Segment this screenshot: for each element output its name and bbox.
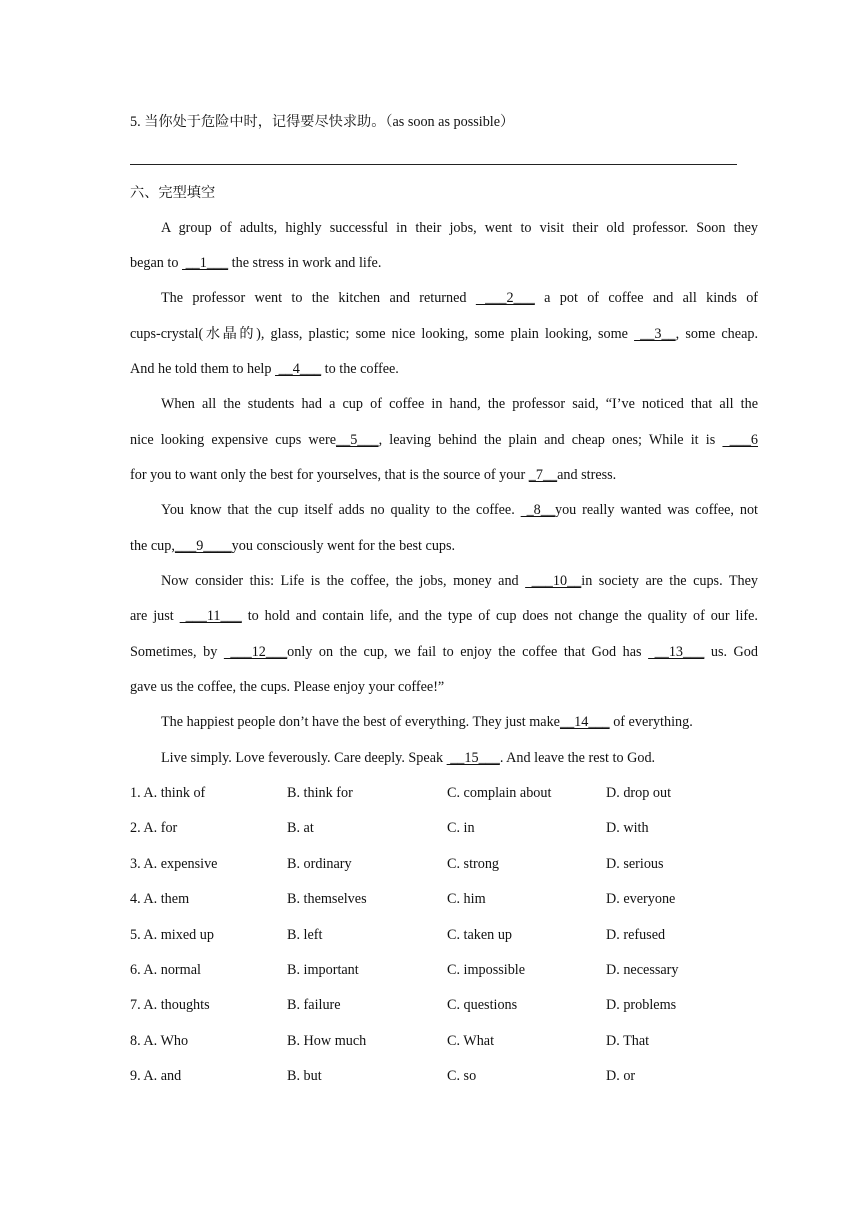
option-a: 6. A. normal <box>130 962 201 978</box>
blank-7: _7__ <box>528 467 558 483</box>
passage-line: When all the students had a cup of coffee in hand, the professor said, “I’ve noticed that all the <box>161 396 758 412</box>
option-c: C. in <box>447 820 475 836</box>
question-5: 5. 当你处于危险中时，记得要尽快求助。（as soon as possible） <box>130 114 515 130</box>
passage-line: cups-crystal(水晶的), glass, plastic; some nice looking, some plain looking, some __3__, some cheap. <box>130 326 759 342</box>
option-a: 3. A. expensive <box>130 856 218 872</box>
passage-line: began to __1___ the stress in work and life. <box>130 255 382 271</box>
passage-line: And he told them to help __4___ to the coffee. <box>130 361 399 377</box>
blank-4: __4___ <box>275 361 322 377</box>
option-a: 5. A. mixed up <box>130 927 214 943</box>
option-d: D. with <box>606 820 649 836</box>
passage-line: the cup,___9____you consciously went for the best cups. <box>130 538 456 554</box>
option-c: C. taken up <box>447 927 513 943</box>
option-d: D. everyone <box>606 891 676 907</box>
passage-line: The professor went to the kitchen and returned ___2___ a pot of coffee and all kinds of <box>161 290 759 306</box>
option-d: D. or <box>606 1068 636 1084</box>
option-d: D. drop out <box>606 785 672 801</box>
option-a: 9. A. and <box>130 1068 182 1084</box>
answer-line <box>130 164 737 165</box>
blank-1: __1___ <box>182 255 229 271</box>
option-a: 8. A. Who <box>130 1033 189 1049</box>
option-a: 7. A. thoughts <box>130 997 210 1013</box>
option-b: B. left <box>287 927 323 943</box>
passage-line: gave us the coffee, the cups. Please enjoy your coffee!” <box>130 679 445 695</box>
passage-line: are just ___11___ to hold and contain life, and the type of cup does not change the quality of our life. <box>130 608 758 624</box>
section-heading: 六、完型填空 <box>130 185 216 201</box>
option-c: C. impossible <box>447 962 526 978</box>
blank-3: __3__ <box>634 326 676 342</box>
blank-9: ___9____ <box>174 538 232 554</box>
option-a: 1. A. think of <box>130 785 206 801</box>
passage-line: nice looking expensive cups were__5___, leaving behind the plain and cheap ones; While it is ___6 <box>130 432 759 448</box>
option-c: C. complain about <box>447 785 552 801</box>
option-d: D. refused <box>606 927 666 943</box>
option-b: B. themselves <box>287 891 367 907</box>
option-c: C. so <box>447 1068 477 1084</box>
passage-line: You know that the cup itself adds no quality to the coffee. _8__you really wanted was coffee, not <box>161 502 759 518</box>
option-b: B. but <box>287 1068 322 1084</box>
blank-12: ___12___ <box>223 644 288 660</box>
passage-line: Live simply. Love feverously. Care deeply. Speak __15___. And leave the rest to God. <box>161 750 656 766</box>
option-b: B. ordinary <box>287 856 352 872</box>
passage-line: A group of adults, highly successful in their jobs, went to visit their old professor. Soon they <box>161 220 758 236</box>
passage-line: Now consider this: Life is the coffee, the jobs, money and ___10__in society are the cups. They <box>161 573 758 589</box>
blank-6: ___6 <box>722 432 759 448</box>
blank-2: ___2___ <box>475 290 535 306</box>
blank-8: _8__ <box>520 502 555 518</box>
option-d: D. problems <box>606 997 677 1013</box>
blank-14: __14___ <box>559 714 610 730</box>
blank-13: __13___ <box>648 644 705 660</box>
option-c: C. questions <box>447 997 518 1013</box>
option-c: C. him <box>447 891 486 907</box>
passage-line: Sometimes, by ___12___only on the cup, we fail to enjoy the coffee that God has __13___ us. God <box>130 644 758 660</box>
option-d: D. serious <box>606 856 664 872</box>
option-c: C. strong <box>447 856 500 872</box>
option-b: B. think for <box>287 785 353 801</box>
option-c: C. What <box>447 1033 495 1049</box>
blank-15: __15___ <box>446 750 500 766</box>
passage-line: for you to want only the best for yourselves, that is the source of your _7__and stress. <box>130 467 617 483</box>
option-b: B. How much <box>287 1033 367 1049</box>
passage-line: The happiest people don’t have the best of everything. They just make__14___ of everything. <box>161 714 693 730</box>
option-d: D. That <box>606 1033 650 1049</box>
option-b: B. at <box>287 820 314 836</box>
option-a: 4. A. them <box>130 891 190 907</box>
option-b: B. failure <box>287 997 341 1013</box>
option-d: D. necessary <box>606 962 679 978</box>
blank-11: ___11___ <box>179 608 242 624</box>
option-b: B. important <box>287 962 359 978</box>
option-a: 2. A. for <box>130 820 178 836</box>
blank-5: __5___ <box>336 432 379 448</box>
blank-10: ___10__ <box>525 573 582 589</box>
